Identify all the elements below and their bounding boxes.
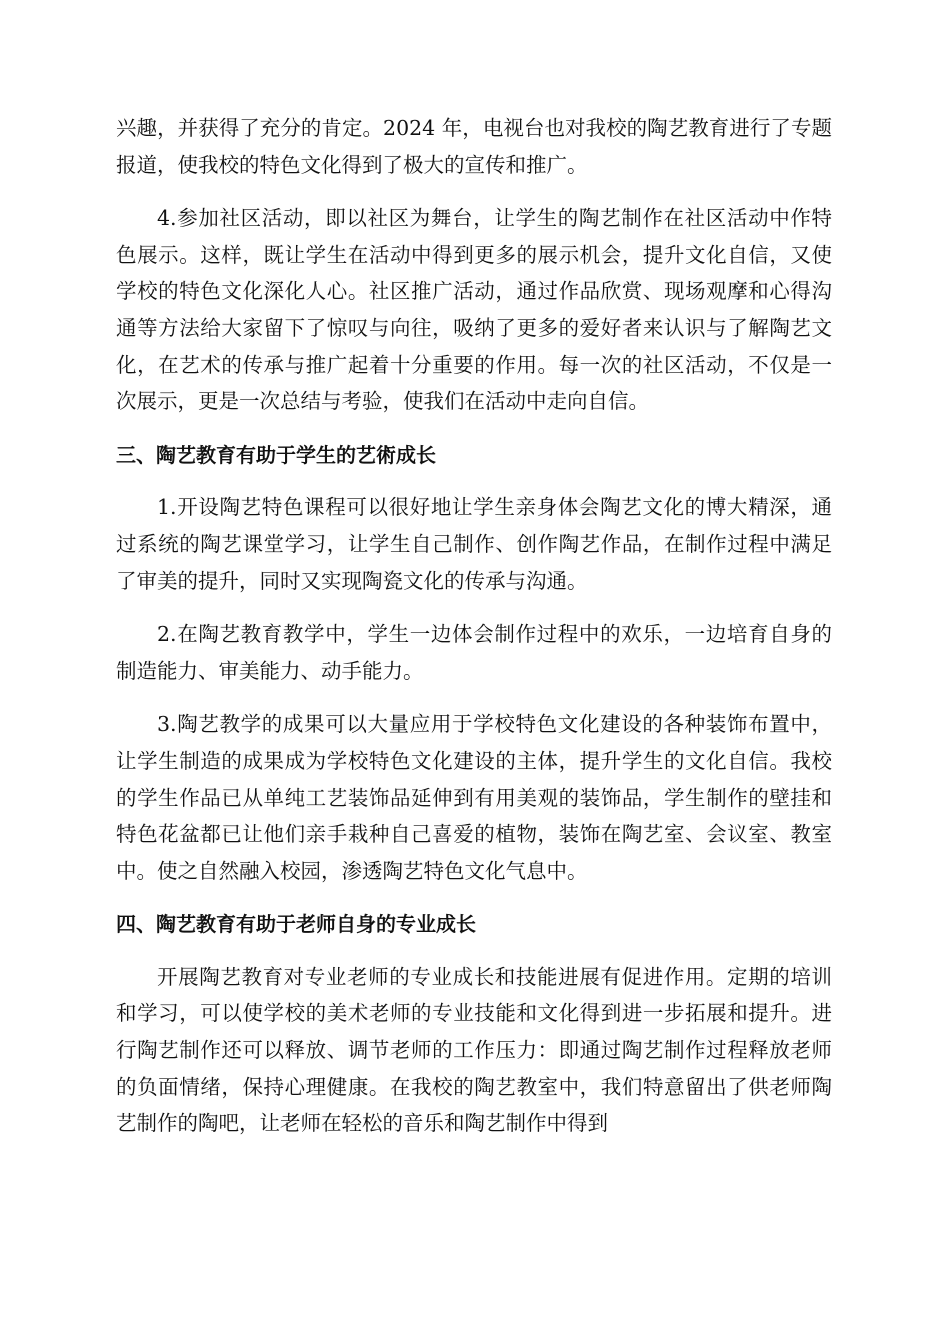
paragraph-community-activities: 4.参加社区活动，即以社区为舞台，让学生的陶艺制作在社区活动中作特色展示。这样，既让学生在活动中得到更多的展示机会，提升文化自信，又使学校的特色文化深化人心。社区推广活动，通过作品欣赏、现场观摩和心得沟通等方法给大家留下了惊叹与向往，吸纳了更多的爱好者来认识与了解陶艺文化，在艺术的传承与推广起着十分重要的作用。每一次的社区活动，不仅是一次展示，更是一次总结与考验，使我们在活动中走向自信。 (116, 206, 832, 414)
paragraph-teacher-development: 开展陶艺教育对专业老师的专业成长和技能进展有促进作用。定期的培训和学习，可以使学校的美术老师的专业技能和文化得到进一步拓展和提升。进行陶艺制作还可以释放、调节老师的工作压力：即通过陶艺制作过程释放老师的负面情绪，保持心理健康。在我校的陶艺教室中，我们特意留出了供老师陶艺制作的陶吧，让老师在轻松的音乐和陶艺制作中得到 (116, 964, 832, 1136)
paragraph-culture-building: 3.陶艺教学的成果可以大量应用于学校特色文化建设的各种装饰布置中，让学生制造的成果成为学校特色文化建设的主体，提升学生的文化自信。我校的学生作品已从单纯工艺装饰品延伸到有用美观的装饰品，学生制作的壁挂和特色花盆都已让他们亲手栽种自己喜爱的植物，装饰在陶艺室、会议室、教室中。使之自然融入校园，渗透陶艺特色文化气息中。 (116, 712, 832, 883)
paragraph-teaching-abilities: 2.在陶艺教育教学中，学生一边体会制作过程中的欢乐，一边培育自身的制造能力、审美能力、动手能力。 (116, 622, 832, 683)
document-page (116, 110, 832, 1159)
paragraph-course-offering: 1.开设陶艺特色课程可以很好地让学生亲身体会陶艺文化的博大精深，通过系统的陶艺课堂学习，让学生自己制作、创作陶艺作品，在制作过程中满足了审美的提升，同时又实现陶瓷文化的传承与沟通。 (116, 495, 832, 593)
paragraph-intro-continuation: 兴趣，并获得了充分的肯定。2024 年，电视台也对我校的陶艺教育进行了专题报道，使我校的特色文化得到了极大的宣传和推广。 (116, 116, 832, 177)
section-heading-teacher-growth: 四、陶艺教育有助于老师自身的专业成长 (116, 912, 476, 937)
section-heading-student-growth: 三、陶艺教育有助于学生的艺術成长 (116, 442, 436, 467)
